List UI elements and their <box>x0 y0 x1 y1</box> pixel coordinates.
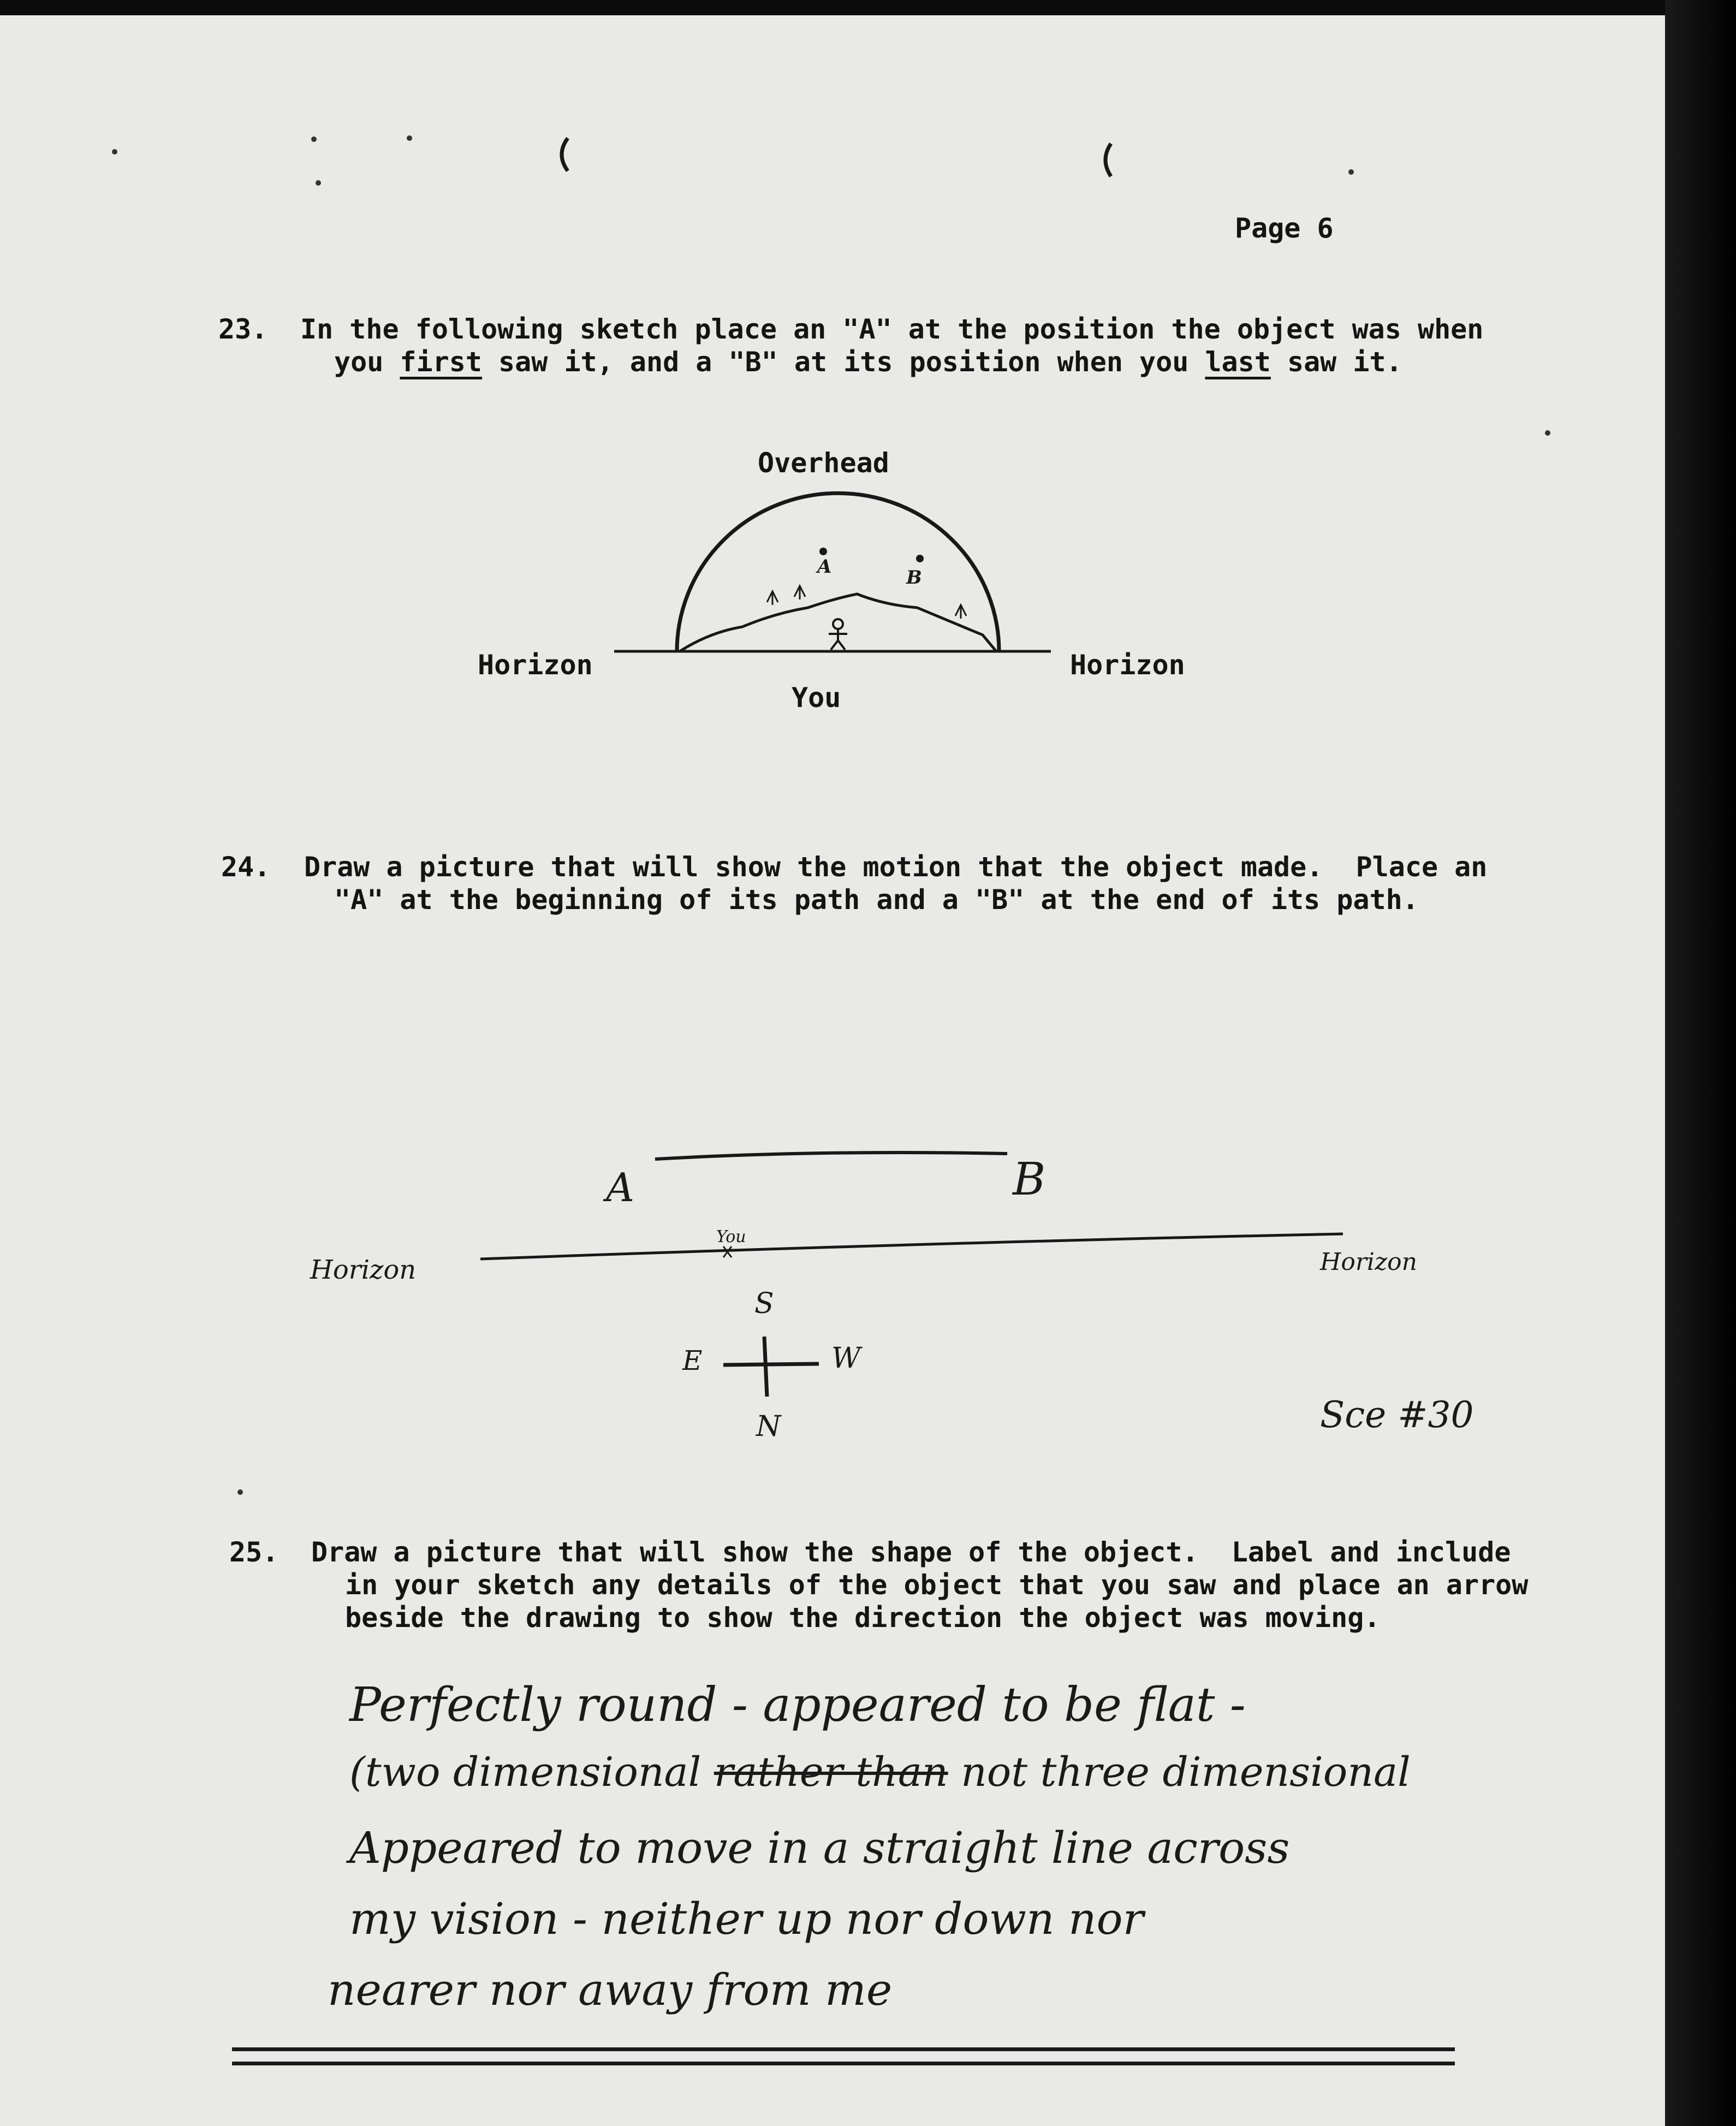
question-23-line-1: In the following sketch place an "A" at the position the object was when <box>300 313 1484 345</box>
question-25-line-2: in your sketch any details of the object that you saw and place an arrow <box>345 1569 1529 1601</box>
page-number: Page 6 <box>1235 212 1334 244</box>
question-24-line-1: Draw a picture that will show the motion that the object made. Place an <box>304 851 1488 883</box>
terrain-ridge <box>680 594 996 651</box>
object-dot <box>916 555 924 562</box>
emphasis-first: first <box>400 346 482 378</box>
drawing-horizon-left: Horizon <box>310 1255 417 1285</box>
sketch-horizon-left-label: Horizon <box>478 649 593 681</box>
answer-line-3: Appeared to move in a straight line across <box>349 1822 1290 1873</box>
compass-vertical <box>764 1337 767 1397</box>
sketch-mark-b: B <box>906 567 922 589</box>
question-24-line-2: "A" at the beginning of its path and a "B" at the end of its path. <box>334 884 1419 916</box>
drawing-you-label: You <box>716 1227 746 1246</box>
scan-paren-mark <box>562 138 568 171</box>
compass-west: W <box>831 1342 861 1375</box>
drawing-horizon-right: Horizon <box>1320 1248 1417 1276</box>
compass-east: E <box>682 1345 703 1376</box>
object-dot <box>819 548 827 555</box>
struck-text: rather than <box>714 1749 948 1796</box>
answer-line-1: Perfectly round - appeared to be flat - <box>349 1678 1246 1732</box>
path-label-a: A <box>606 1165 634 1210</box>
question-23-line-2: you first saw it, and a "B" at its position when you last saw it. <box>334 346 1402 378</box>
sketch-horizon-right-label: Horizon <box>1070 649 1185 681</box>
sky-dome-sketch <box>614 493 1051 651</box>
question-24-number: 24. <box>221 851 271 883</box>
motion-path-line <box>655 1153 1007 1159</box>
sketch-you-label: You <box>792 682 841 714</box>
person-icon <box>829 619 847 650</box>
compass-horizontal <box>723 1364 819 1365</box>
sketch-overhead-label: Overhead <box>758 447 889 479</box>
answer-line-5: nearer nor away from me <box>328 1964 893 2015</box>
question-23-number: 23. <box>218 313 268 345</box>
compass-north: N <box>756 1410 781 1443</box>
scan-paren-mark <box>1105 144 1111 176</box>
compass-south: S <box>754 1287 774 1320</box>
sky-dome-arc <box>677 493 999 651</box>
sketch-mark-a: A <box>817 556 832 578</box>
tree-icon <box>767 591 778 605</box>
tree-icon <box>955 605 966 619</box>
path-label-b: B <box>1013 1154 1046 1205</box>
scan-edge-shadow <box>1665 0 1736 2126</box>
drawing-horizon-line <box>480 1234 1343 1259</box>
emphasis-last: last <box>1205 346 1271 378</box>
motion-path-drawing <box>480 1153 1343 1397</box>
tree-icon <box>794 586 805 599</box>
answer-line-4: my vision - neither up nor down nor <box>349 1893 1144 1944</box>
question-25-number: 25. <box>229 1536 279 1568</box>
question-25-line-3: beside the drawing to show the direction the object was moving. <box>345 1602 1381 1634</box>
question-25-line-1: Draw a picture that will show the shape of the object. Label and include <box>311 1536 1511 1568</box>
drawing-note: Sce #30 <box>1320 1394 1474 1436</box>
answer-line-2: (two dimensional rather than not three dimensional <box>349 1749 1411 1796</box>
